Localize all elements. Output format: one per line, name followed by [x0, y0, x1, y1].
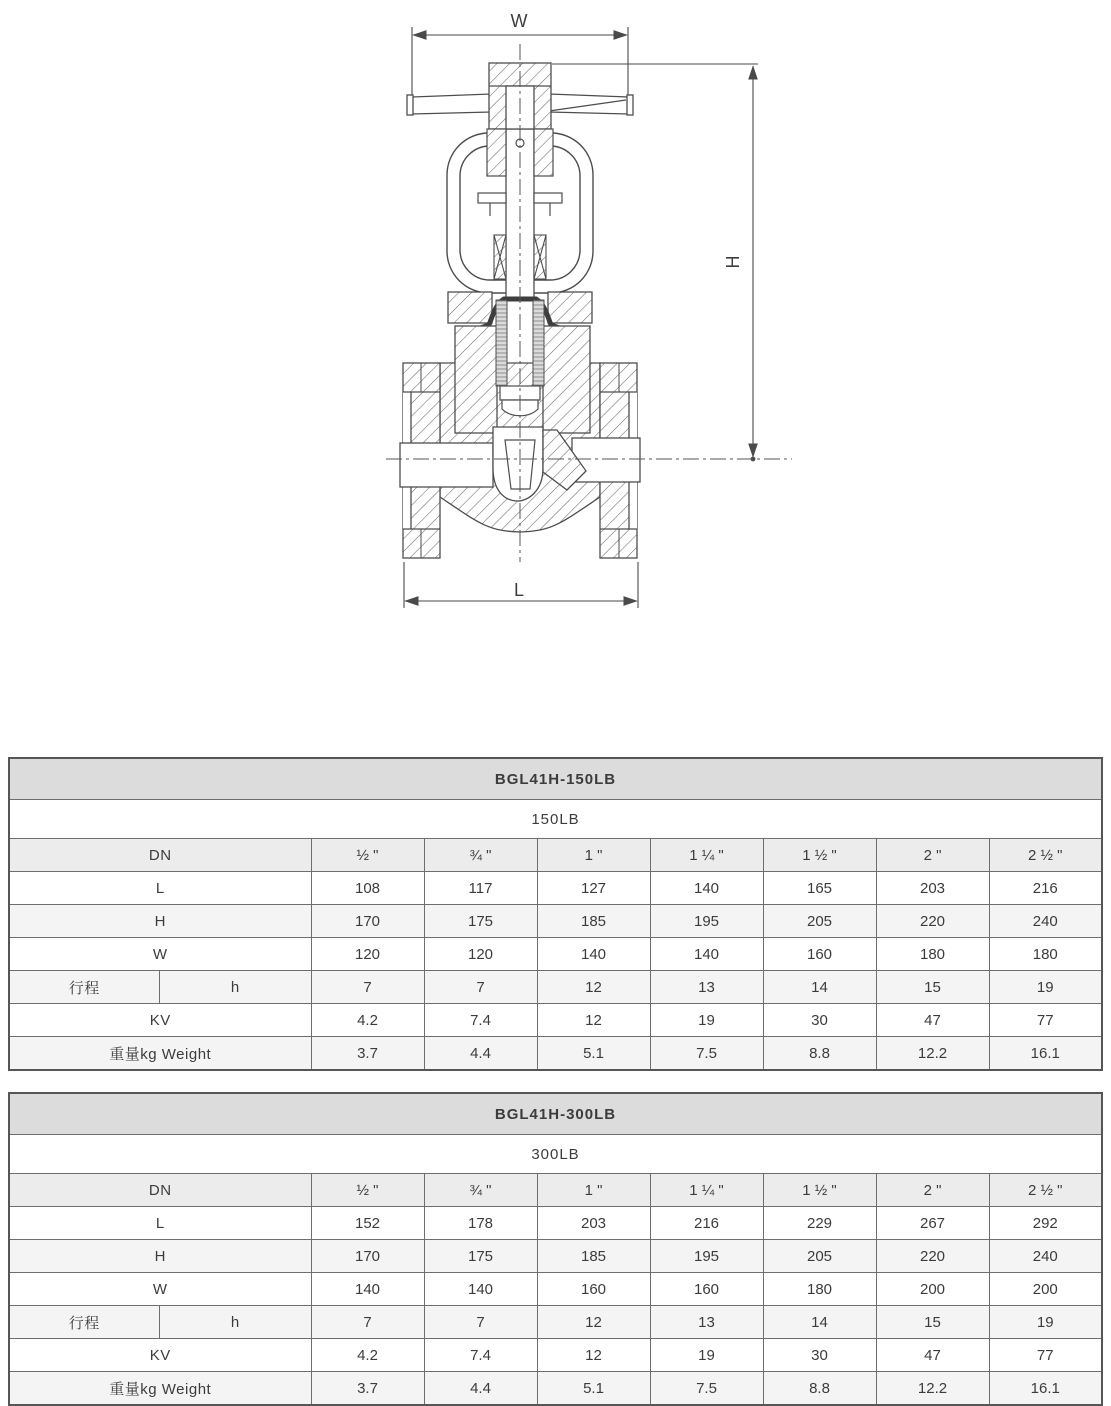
cell-value: 220: [876, 1240, 989, 1273]
row-sublabel: h: [159, 1306, 311, 1339]
cell-value: 160: [763, 938, 876, 971]
spec-table-300lb: [8, 1092, 1103, 1406]
column-header: 1 ½ ": [763, 1174, 876, 1207]
cell-value: 77: [989, 1339, 1102, 1372]
spec-row: [9, 1207, 1102, 1240]
cell-value: 185: [537, 905, 650, 938]
dim-label-h: H: [723, 255, 743, 269]
cell-value: 180: [989, 938, 1102, 971]
cell-value: 47: [876, 1339, 989, 1372]
cell-value: 140: [650, 872, 763, 905]
spec-row: [9, 905, 1102, 938]
dn-header-row: [9, 1174, 1102, 1207]
cell-value: 47: [876, 1004, 989, 1037]
column-header: 1 ½ ": [763, 839, 876, 872]
cell-value: 117: [424, 872, 537, 905]
cell-value: 12.2: [876, 1372, 989, 1406]
cell-value: 15: [876, 1306, 989, 1339]
table-title-row: [9, 758, 1102, 800]
cell-value: 200: [989, 1273, 1102, 1306]
cell-value: 240: [989, 1240, 1102, 1273]
cell-value: 180: [763, 1273, 876, 1306]
cell-value: 12: [537, 1306, 650, 1339]
cell-value: 165: [763, 872, 876, 905]
column-header: ¾ ": [424, 1174, 537, 1207]
spec-row: [9, 1339, 1102, 1372]
spec-table-section-300lb: [8, 1092, 1103, 1406]
cell-value: 12: [537, 971, 650, 1004]
cell-value: 7: [311, 971, 424, 1004]
cell-value: 7: [424, 971, 537, 1004]
cell-value: 160: [537, 1273, 650, 1306]
column-header: 1 ¼ ": [650, 1174, 763, 1207]
cell-value: 14: [763, 971, 876, 1004]
column-header: 2 ½ ": [989, 839, 1102, 872]
row-label: L: [9, 1207, 311, 1240]
row-header-dn: DN: [9, 839, 311, 872]
cell-value: 205: [763, 1240, 876, 1273]
cell-value: 7: [311, 1306, 424, 1339]
spec-row: [9, 1372, 1102, 1406]
cell-value: 5.1: [537, 1372, 650, 1406]
cell-value: 152: [311, 1207, 424, 1240]
row-label: W: [9, 938, 311, 971]
row-label: H: [9, 905, 311, 938]
table-title-row: [9, 1093, 1102, 1135]
cell-value: 175: [424, 1240, 537, 1273]
cell-value: 220: [876, 905, 989, 938]
cell-value: 229: [763, 1207, 876, 1240]
row-label: KV: [9, 1339, 311, 1372]
spec-row: [9, 1306, 1102, 1339]
cell-value: 4.4: [424, 1372, 537, 1406]
cell-value: 267: [876, 1207, 989, 1240]
column-header: 2 ": [876, 839, 989, 872]
table-title: BGL41H-150LB: [9, 758, 1102, 800]
spec-row: [9, 971, 1102, 1004]
cell-value: 203: [876, 872, 989, 905]
cell-value: 140: [311, 1273, 424, 1306]
cell-value: 4.2: [311, 1339, 424, 1372]
cell-value: 15: [876, 971, 989, 1004]
cell-value: 195: [650, 905, 763, 938]
column-header: ¾ ": [424, 839, 537, 872]
spec-row: [9, 1240, 1102, 1273]
cell-value: 200: [876, 1273, 989, 1306]
spec-row: [9, 1273, 1102, 1306]
cell-value: 3.7: [311, 1037, 424, 1071]
cell-value: 4.4: [424, 1037, 537, 1071]
cell-value: 203: [537, 1207, 650, 1240]
cell-value: 13: [650, 1306, 763, 1339]
cell-value: 30: [763, 1339, 876, 1372]
cell-value: 108: [311, 872, 424, 905]
table-subtitle: 300LB: [9, 1135, 1102, 1174]
row-label: L: [9, 872, 311, 905]
cell-value: 3.7: [311, 1372, 424, 1406]
column-header: 2 ": [876, 1174, 989, 1207]
row-label: KV: [9, 1004, 311, 1037]
table-subtitle-row: [9, 1135, 1102, 1174]
cell-value: 160: [650, 1273, 763, 1306]
cell-value: 4.2: [311, 1004, 424, 1037]
row-header-dn: DN: [9, 1174, 311, 1207]
cell-value: 216: [989, 872, 1102, 905]
cell-value: 140: [650, 938, 763, 971]
column-header: 2 ½ ": [989, 1174, 1102, 1207]
spec-table-section-150lb: [8, 757, 1103, 1071]
cell-value: 175: [424, 905, 537, 938]
cell-value: 170: [311, 905, 424, 938]
cell-value: 19: [650, 1339, 763, 1372]
cell-value: 216: [650, 1207, 763, 1240]
row-label: 行程: [9, 1306, 159, 1339]
row-label: 行程: [9, 971, 159, 1004]
cell-value: 7.5: [650, 1037, 763, 1071]
cell-value: 120: [311, 938, 424, 971]
cell-value: 170: [311, 1240, 424, 1273]
column-header: ½ ": [311, 1174, 424, 1207]
cell-value: 8.8: [763, 1037, 876, 1071]
cell-value: 19: [989, 1306, 1102, 1339]
row-label: W: [9, 1273, 311, 1306]
spec-row: [9, 1004, 1102, 1037]
column-header: ½ ": [311, 839, 424, 872]
cell-value: 12: [537, 1004, 650, 1037]
cell-value: 178: [424, 1207, 537, 1240]
cell-value: 127: [537, 872, 650, 905]
column-header: 1 ": [537, 1174, 650, 1207]
spec-table-150lb: [8, 757, 1103, 1071]
cell-value: 12.2: [876, 1037, 989, 1071]
spec-row: [9, 938, 1102, 971]
spec-row: [9, 872, 1102, 905]
cell-value: 5.1: [537, 1037, 650, 1071]
cell-value: 8.8: [763, 1372, 876, 1406]
cell-value: 12: [537, 1339, 650, 1372]
cell-value: 140: [424, 1273, 537, 1306]
column-header: 1 ¼ ": [650, 839, 763, 872]
cell-value: 7: [424, 1306, 537, 1339]
row-label: 重量kg Weight: [9, 1372, 311, 1406]
cell-value: 7.4: [424, 1339, 537, 1372]
cell-value: 13: [650, 971, 763, 1004]
spec-row: [9, 1037, 1102, 1071]
table-title: BGL41H-300LB: [9, 1093, 1102, 1135]
dim-label-w: W: [510, 11, 528, 31]
cell-value: 19: [989, 971, 1102, 1004]
cell-value: 140: [537, 938, 650, 971]
cell-value: 77: [989, 1004, 1102, 1037]
cell-value: 14: [763, 1306, 876, 1339]
cell-value: 7.4: [424, 1004, 537, 1037]
cell-value: 292: [989, 1207, 1102, 1240]
row-label: H: [9, 1240, 311, 1273]
cell-value: 120: [424, 938, 537, 971]
row-label: 重量kg Weight: [9, 1037, 311, 1071]
cell-value: 30: [763, 1004, 876, 1037]
cell-value: 185: [537, 1240, 650, 1273]
cell-value: 195: [650, 1240, 763, 1273]
cell-value: 180: [876, 938, 989, 971]
row-sublabel: h: [159, 971, 311, 1004]
cell-value: 7.5: [650, 1372, 763, 1406]
column-header: 1 ": [537, 839, 650, 872]
dim-label-l: L: [513, 580, 525, 600]
cell-value: 16.1: [989, 1037, 1102, 1071]
table-subtitle: 150LB: [9, 800, 1102, 839]
table-subtitle-row: [9, 800, 1102, 839]
cell-value: 205: [763, 905, 876, 938]
dn-header-row: [9, 839, 1102, 872]
cell-value: 240: [989, 905, 1102, 938]
cell-value: 19: [650, 1004, 763, 1037]
cell-value: 16.1: [989, 1372, 1102, 1406]
